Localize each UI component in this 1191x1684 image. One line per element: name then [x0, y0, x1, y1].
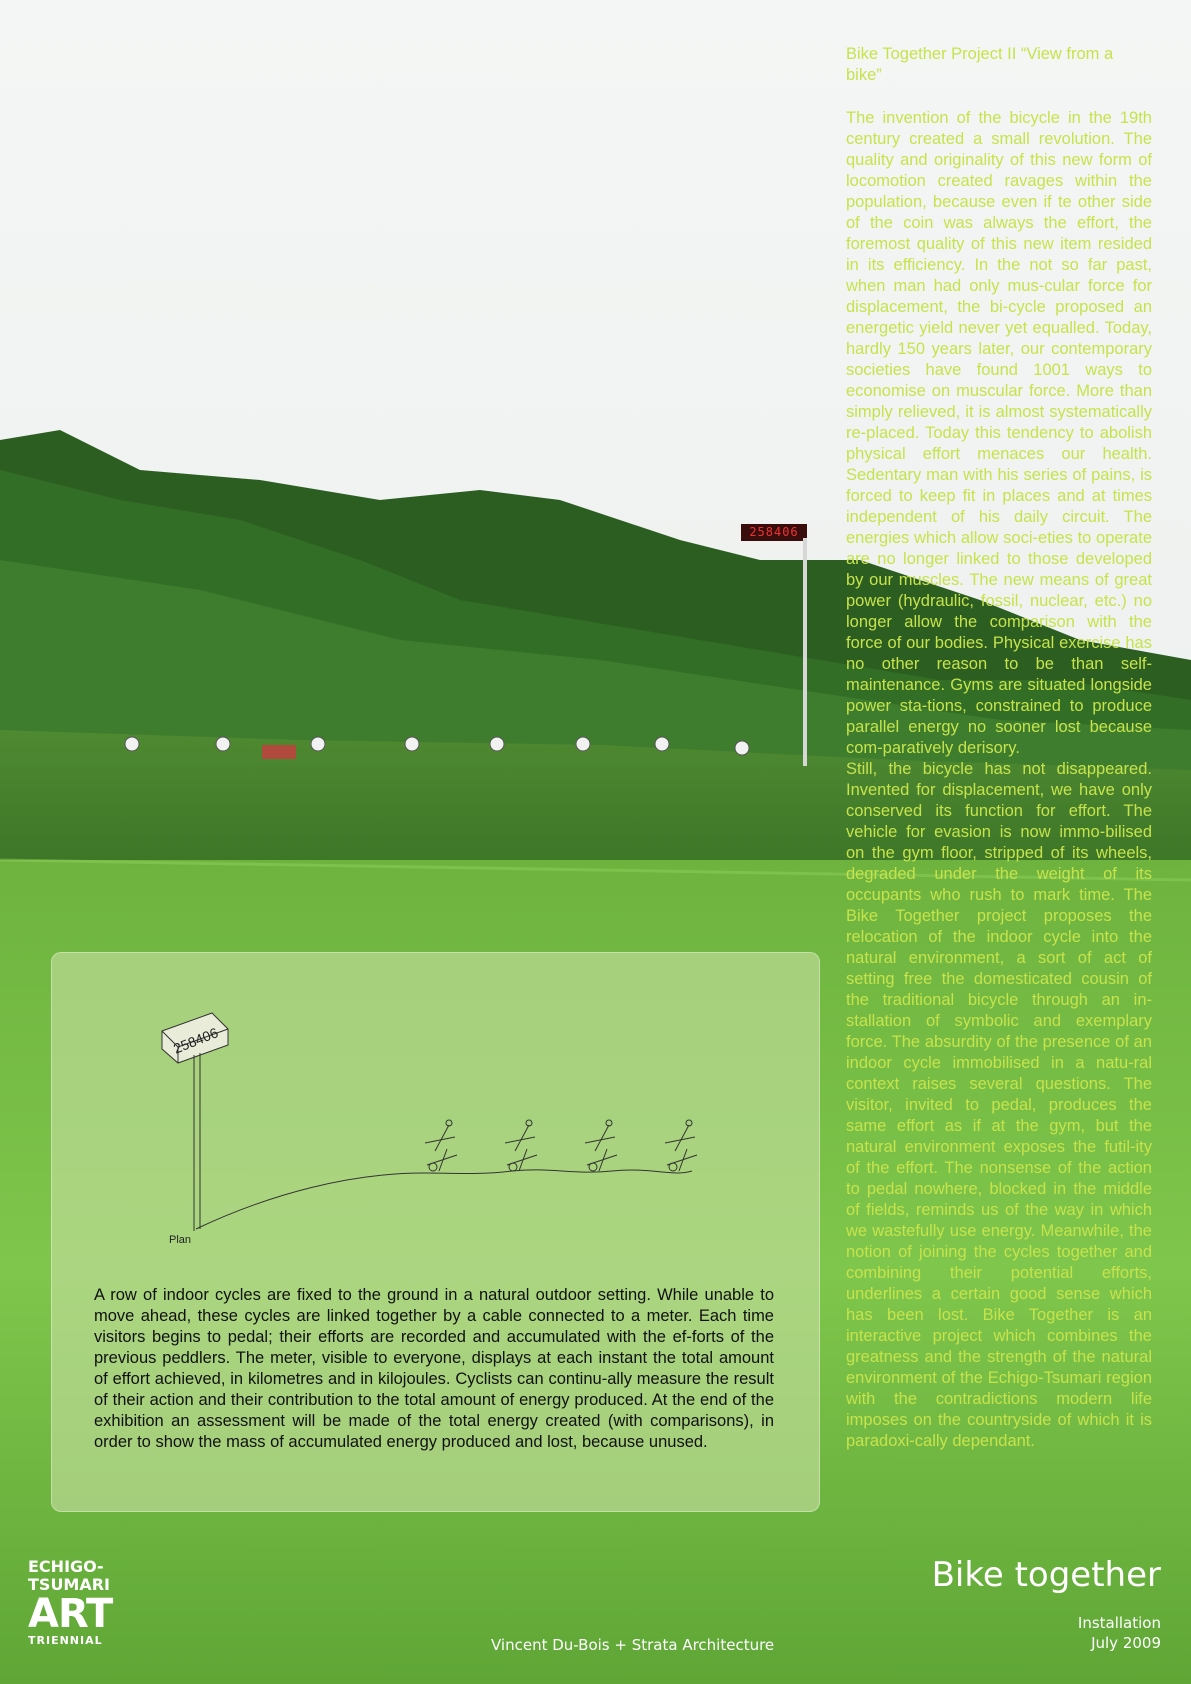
essay-paragraph: Still, the bicycle has not disappeared. Invented for displacement, we have only conserved its function for effort. The vehicle for evasion is now immo-bilised on the gym floor, stripped of its wheels, degraded under the weight of its occupants who rush to mark time. The Bike Together project proposes the relocation of the indoor cycle into the natural environment, a sort of act of setting free the domesticated cousin of the traditional bicycle through an in-stallation of symbolic and exemplary force. The absurdity of the presence of an indoor cycle immobilised in a natu-ral context raises several questions. The visitor, invited to pedal, produces the same effort as if at the gym, but the natural environment exposes the futil-ity of the effort. The nonsense of the action to pedal nowhere, blocked in the middle of fields, reminds us of the way in which we wastefully use energy. Meanwhile, the notion of joining the cycles together and combining their potential efforts, underlines a certain good sense which has been lost. Bike Together is an interactive project which combines the greatness and the strength of the natural environment of the Echigo-Tsumari region with the contradictions modern life imposes on the countryside of which it is paradoxi-cally dependant.: [846, 760, 1152, 1450]
project-title: Bike Together Project II “View from a bike”: [846, 45, 1114, 84]
red-roof: [262, 745, 296, 759]
credits: Vincent Du-Bois + Strata Architecture: [491, 1636, 775, 1654]
plan-label: Plan: [169, 1234, 192, 1246]
plan-drawing: [52, 953, 819, 1253]
work-date: July 2009: [1091, 1634, 1161, 1652]
cycles-plan: [425, 1120, 697, 1171]
meter-pole: [803, 538, 807, 766]
work-type: Installation: [1077, 1614, 1161, 1632]
echigo-tsumari-logo: ECHIGO- TSUMARI ART TRIENNIAL: [28, 1557, 113, 1647]
essay: [846, 108, 1152, 1452]
poster-meta: [1078, 1613, 1161, 1653]
energy-meter-display: 258406: [741, 524, 807, 541]
description-text: A row of indoor cycles are fixed to the ground in a natural outdoor setting. While unable to move ahead, these cycles are linked together by a cable connected to a meter. Each time visitors begins to pedal; their efforts are recorded and accumulated with the ef-forts of the previous peddlers. The meter, visible to everyone, displays at each instant the total amount of effort achieved, in kilometres and in kilojoules. Cyclists can continu-ally measure the result of their action and their contribution to the total amount of energy produced. At the end of the exhibition an assessment will be made of the total energy created (with comparisons), in order to show the mass of accumulated energy produced and lost, because unused.: [94, 1286, 774, 1451]
essay-paragraph: The invention of the bicycle in the 19th century created a small revolution. The quality and originality of this new form of locomotion created ravages within the population, because even if te other side of the coin was always the effort, the foremost quality of this new item resided in its efficiency. In the not so far past, when man had only mus-cular force for displacement, the bi-cycle proposed an energetic yield never yet equalled. Today, hardly 150 years later, our contemporary societies have found 1001 ways to economise on muscular force. More than simply relieved, it is almost systematically re-placed. Today this tendency to abolish physical effort menaces our health. Sedentary man with his series of pains, is forced to keep fit in places and at times independent of his daily circuit. The energies which allow soci-eties to operate are no longer linked to those developed by our muscles. The new means of great power (hydraulic, fossil, nuclear, etc.) no longer allow the comparison with the force of our bodies. Physical exercise has no other reason to be than self-maintenance. Gyms are situated longside power sta-tions, constrained to produce parallel energy no sooner lost because com-paratively derisory.: [846, 109, 1152, 757]
text-column: [846, 44, 1152, 1452]
poster-title: Bike together: [931, 1555, 1161, 1595]
sign-number: 258406: [171, 1024, 221, 1057]
